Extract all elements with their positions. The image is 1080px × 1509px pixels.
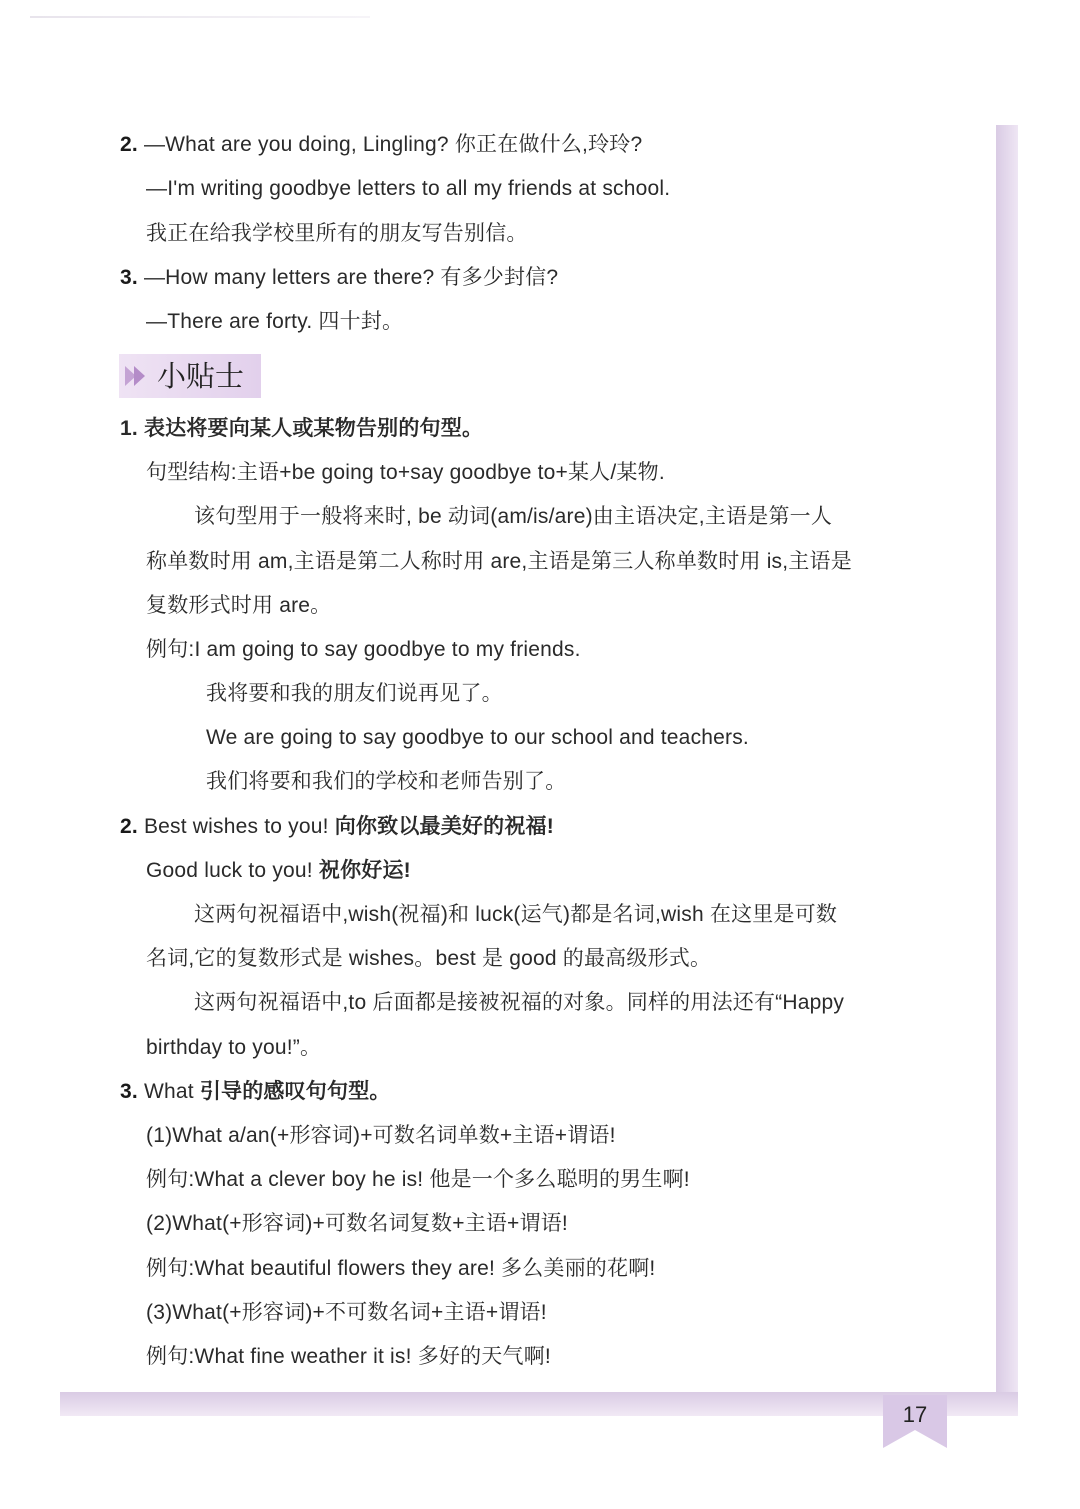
tip1-structure: 句型结构:主语+be going to+say goodbye to+某人/某物. <box>146 461 665 484</box>
top-rule <box>30 16 370 18</box>
heading-cn: 向你致以最美好的祝福! <box>334 815 554 838</box>
tip2-para-line: 名词,它的复数形式是 wishes。best 是 good 的最高级形式。 <box>146 947 712 970</box>
tip1-example <box>146 635 581 665</box>
tip2-para-line: birthday to you!”。 <box>146 1036 322 1059</box>
tip3-pattern: (3)What(+形容词)+不可数名词+主语+谓语! <box>146 1301 547 1324</box>
tip2-subheading <box>146 856 411 886</box>
tip-title: 小贴士 <box>157 359 245 393</box>
page-shadow-bottom <box>60 1392 1018 1416</box>
tip3-pattern: (2)What(+形容词)+可数名词复数+主语+谓语! <box>146 1212 568 1235</box>
dialogue-line: 我正在给我学校里所有的朋友写告别信。 <box>146 222 528 245</box>
dialogue-line-2 <box>120 130 642 160</box>
dialogue-line-3 <box>120 263 558 293</box>
dialogue-line: —I'm writing goodbye letters to all my friends at school. <box>146 177 671 200</box>
tip2-para-line: 这两句祝福语中,wish(祝福)和 luck(运气)都是名词,wish 在这里是可数 <box>194 903 838 926</box>
page-tab-notch <box>883 1430 947 1448</box>
item-number: 3. <box>120 1080 138 1103</box>
page-number: 17 <box>902 1402 928 1427</box>
tip-header <box>119 354 261 398</box>
tip1-example: 我将要和我的朋友们说再见了。 <box>206 682 503 705</box>
tip2-heading <box>120 812 554 842</box>
tip1-para-line: 称单数时用 am,主语是第二人称时用 are,主语是第三人称单数时用 is,主语是 <box>146 550 852 573</box>
dialogue-line: —There are forty. 四十封。 <box>146 310 404 333</box>
tip1-example: We are going to say goodbye to our school and teachers. <box>206 726 749 749</box>
item-number: 1. <box>120 417 138 440</box>
heading-text: 表达将要向某人或某物告别的句型。 <box>137 417 484 440</box>
tip3-heading <box>120 1077 391 1107</box>
tip3-example: 例句:What beautiful flowers they are! 多么美丽的花啊! <box>146 1257 656 1280</box>
heading-en: Best wishes to you! <box>137 815 335 838</box>
tip3-example: 例句:What a clever boy he is! 他是一个多么聪明的男生啊! <box>146 1168 690 1191</box>
tip3-example: 例句:What fine weather it is! 多好的天气啊! <box>146 1345 551 1368</box>
example-text: I am going to say goodbye to my friends. <box>194 638 581 661</box>
example-label: 例句: <box>146 638 195 661</box>
tip1-heading <box>120 414 483 444</box>
arrow-icon <box>134 366 145 386</box>
page-shadow <box>996 125 1018 1415</box>
tip3-pattern: (1)What a/an(+形容词)+可数名词单数+主语+谓语! <box>146 1124 616 1147</box>
dialogue-text: —How many letters are there? 有多少封信? <box>137 266 559 289</box>
tip2-para-line: 这两句祝福语中,to 后面都是接被祝福的对象。同样的用法还有“Happy <box>194 991 845 1014</box>
tip1-example: 我们将要和我们的学校和老师告别了。 <box>206 770 567 793</box>
item-number: 3. <box>120 266 138 289</box>
tip1-para-line: 复数形式时用 are。 <box>146 594 332 617</box>
subheading-en: Good luck to you! <box>146 859 319 882</box>
tip1-para-line: 该句型用于一般将来时, be 动词(am/is/are)由主语决定,主语是第一人 <box>194 505 833 528</box>
item-number: 2. <box>120 815 138 838</box>
item-number: 2. <box>120 133 138 156</box>
dialogue-text: —What are you doing, Lingling? 你正在做什么,玲玲? <box>137 133 643 156</box>
heading-cn: 引导的感叹句句型。 <box>199 1080 391 1103</box>
heading-en: What <box>137 1080 200 1103</box>
subheading-cn: 祝你好运! <box>318 859 411 882</box>
